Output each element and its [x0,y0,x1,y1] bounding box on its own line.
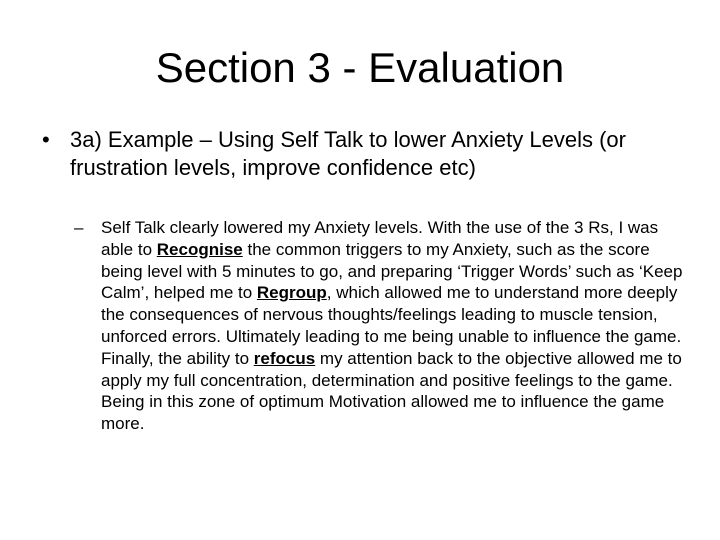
sub-bullet-text-part-3: , which allowed me to understand more deeply the consequences of nervous thoughts/feelings leading to muscle tension, unforced errors. Ultimately leading to me being unable to influence the game. Finally, the ability to [101,283,682,368]
bullet-marker: • [42,127,50,152]
sub-bullet-text-part-2: the common triggers to my Anxiety, such as the score being level with 5 minutes to go, and preparing ‘Trigger Words’ such as ‘Keep Calm’, helped me to [101,239,683,303]
keyword-regroup: Regroup [256,283,327,303]
sub-bullet-marker: – [74,218,84,237]
keyword-recognise: Recognise [156,239,243,259]
bullet-item [42,126,682,182]
sub-bullet-text-part-4: my attention back to the objective allowed me to apply my full concentration, determination and positive feelings to the game. Being in this zone of optimum Motivation allowed me to influence the game more. [101,348,682,434]
sub-bullet-text [101,217,686,435]
bullet-text: 3a) Example – Using Self Talk to lower Anxiety Levels (or frustration levels, improve confidence etc) [70,127,626,180]
keyword-refocus: refocus [253,348,316,368]
sub-bullet-text-part-1: Self Talk clearly lowered my Anxiety levels. With the use of the 3 Rs, I was able to [101,218,659,259]
slide-title: Section 3 - Evaluation [155,44,565,91]
sub-bullet-item [74,217,686,435]
